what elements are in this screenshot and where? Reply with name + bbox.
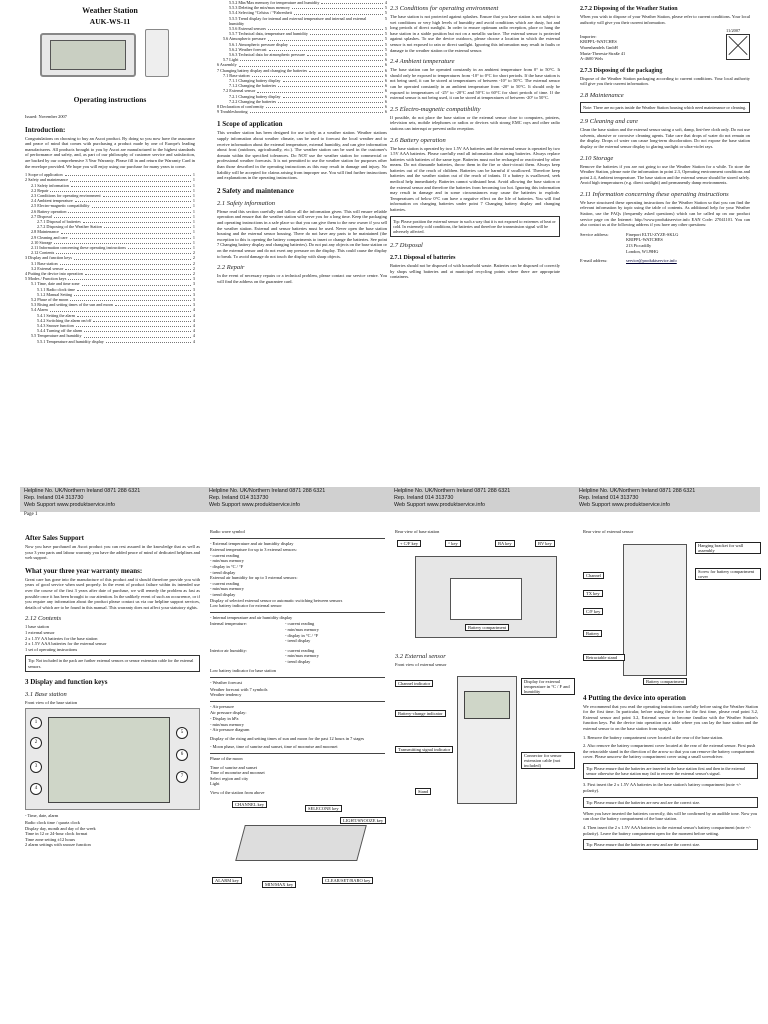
callout-3: 3 (30, 761, 42, 773)
intro-text: Congratulations on choosing to buy an Ascot product. By doing so you now have the assurance and peace of mind that comes with purchasing a product made by one of Europe's leading manufacturers. All products brought to you by Ascot are manufactured to the highest standards of performance and safety, and, as part of our philosophy of customer service and satisfaction, are backed by our comprehensive 3 Year Warranty. Please fill in and return the Warranty Card in the envelope provided. We hope you will enjoy using our purchase for many years to come. (25, 135, 195, 169)
hanging-bracket-label: Hanging bracket for wall assembly (695, 542, 761, 554)
toc-entry: 3.2 External sensor 2 (31, 265, 195, 271)
toc-entry: 5.6.2 Weather forecast 5 (229, 46, 387, 52)
channel-indicator-label: Channel indicator (395, 680, 433, 687)
list-item: Time of moonrise and moonset (210, 770, 265, 776)
s4-text: We recommend that you read the operating instructions carefully before using the Weather Station for the first time. In particular, before using the device for the first time, please read point 3.2, External sensor and point 3.2, External sensor to become familiar with the Weather Station's function keys. Put the device into operation on a table where you can lay the base station and the external sensor to on the base station from upright. (583, 703, 758, 731)
s28-note: Note: There are no parts inside the Weather Station housing which need maintenance or cleaning. (580, 102, 750, 113)
toc-entry: 5.4 Alarm 4 (31, 307, 195, 313)
column-3 (390, 528, 575, 813)
connector-label: Connector for sensor extension cable (not included) (521, 752, 575, 769)
s26-text: The base station is operated by two 1.5V AA batteries and the external sensor is operated by two 1.5V AAA batteries. Please carefully read all information about using batteries. Always replace batteries with batteries of the same type. Batteries must not be recharged or reactivated by other means. Do not dismantle batteries, throw them in the fire or short-circuit them. Always keep batteries out of the reach of children. Batteries can be harmful if swallowed. Therefore keep batteries and the weather station out of the reach of infants. If a battery is swallowed, seek medical help immediately. Batteries cannot withstand heat. Avoid allowing the base station or the external sensor and therefore the batteries from becoming too hot. Ignoring this information may result in damage and in some circumstances may cause the batteries to explode. Temperatures of below 0°C can have a negative effect on the life of batteries. You will find information on changing batteries under point 7 Changing battery display and changing batteries. (390, 145, 560, 213)
toc-entry: 5.5.6 External sensors 5 (229, 26, 387, 32)
stand-label: Stand (415, 788, 431, 795)
toc-entry: 4 Putting the device into operation 2 (25, 271, 195, 277)
toc-entry: 5.5.7 Technical data, temperature and humidity 5 (229, 31, 387, 37)
toc-entry: 2.5 Electro-magnetic compatibility 1 (31, 203, 195, 209)
base-station-diagram (25, 708, 200, 810)
list-item: - trend display (285, 658, 311, 664)
front-view-caption: Front view of the base station (25, 699, 78, 705)
list-item: 2 x 1.5V AA batteries for the base station (25, 635, 98, 641)
radio-symbol: Radio wave symbol (210, 529, 245, 534)
s4-tip-3: Tip: Please ensure that the batteries are new and are the correct size. (583, 839, 758, 850)
contents-list (25, 624, 200, 652)
list-item: External temperature for up to 3 external sensors: (210, 547, 297, 553)
list-item: - Display in hPa (210, 716, 239, 722)
toc-entry: 5.4.3 Snooze function 4 (37, 323, 195, 329)
int-temp-heading: - Internal temperature and air humidity display (210, 614, 293, 620)
base-station-image (40, 33, 136, 77)
toc-entry: 5.4.2 Switching the alarm on/off 4 (37, 317, 195, 323)
s27-heading: 2.7 Disposal (390, 242, 423, 250)
toc-entry: 5.1.1 Radio clock time 3 (37, 286, 195, 292)
toc-entry: 5.5.1 Temperature and humidity display 4 (37, 338, 195, 344)
after-sales-heading: After Sales Support (25, 534, 84, 542)
battery-label: Battery (583, 630, 602, 637)
toc-entry: 7 Changing battery display and changing the batteries 6 (217, 67, 387, 73)
toc-entry: 2.2 Repair 1 (31, 187, 195, 193)
column-2: Radio wave symbol - External temperature and air humidity display External temperature for up to 3 external sensors: - current reading - min/max memory - display in °C / °F - trend display External air humidity for up to 3 external sensors: - current reading - min/max memory - trend display Display of selected external sensor or automatic switching between sensors Low battery indicator for external sensor - Internal temperature and air humidity display Internal temperature: - current reading - min/max memory - display in °C / °F - trend display Interior air humidity: - current reading - min/max memory - trend display Low battery indicator for base station - Weather forecast Weather forecast with 7 symbols Weather tendency - Air pressure Air pressure display: - Display in hPa - min/max memory - Air pressure diagram Display of the rising and setting times of sun and moon for the past 12 hours in 7 stages - Moon phase, time of sunrise and sunset, time of moonrise and moonset Phase of the moon Time of sunrise and sunset Time of moonrise and moonset Select region and city Light View of the station from above CHANNEL key SELECONE key LIGHT/SNOOZE key ALARM key MIN/MAX key CLEAR/SET/BARO key (205, 528, 390, 894)
web-support-link[interactable]: Web Support www.produktservice.info (209, 502, 300, 508)
s32-heading: 3.2 External sensor (395, 652, 446, 660)
toc-entry: 8 Declaration of conformity 6 (217, 104, 387, 110)
toc-entry: 5.1.2 Manual Setting 3 (37, 291, 195, 297)
lcd-display (48, 717, 170, 803)
list-item: Weather forecast with 7 symbols (210, 686, 268, 692)
helpline-footer: Helpline No. UK/Northern Ireland 0871 288 6321 Rep. Ireland 014 313730 Web Support www.produktservice.info Helpline No. UK/Northern Ireland 0871 288 6321 Rep. Ireland 014 313730 Web Support www.produktservice.info Helpline No. UK/Northern Ireland 0871 288 6321 Rep. Ireland 014 313730 Web Support www.produktservice.info Helpline No. UK/Northern Ireland 0871 288 6321 Rep. Ireland 014 313730 Web Support www.produktservice.info (20, 487, 760, 512)
battery-change-label: Battery-change indicator (395, 710, 446, 717)
toc-entry: 5.6 Atmospheric pressure 5 (223, 36, 387, 42)
rear-sensor-caption: Rear view of external sensor (583, 529, 634, 534)
product-title: Weather Station (82, 6, 138, 15)
sensor-image (145, 29, 169, 77)
s26-tip: Tip: Please position the external sensor in such a way that it is not exposed to extremes of heat or cold. In extremely cold conditions, the batteries and therefore the transmission signal will be adversely affected. (390, 216, 560, 238)
s4-step-1: 1. Remove the battery compartment cover located at the rear of the base station. (583, 734, 724, 740)
retractable-stand-label: Retractable stand (583, 654, 625, 661)
callout-5: 5 (176, 727, 188, 739)
column-2 (212, 0, 392, 287)
s273-text: Dispose of the Weather Station packaging according to current conditions. Your local authority will give you their current information. (580, 75, 750, 87)
web-support-link[interactable]: Web Support www.produktservice.info (24, 502, 115, 508)
toc-entry: 2.3 Conditions for operating environment 1 (31, 192, 195, 198)
list-item: - current reading (285, 621, 315, 627)
rear-view-caption: Rear view of base station (395, 529, 440, 534)
toc-entry: 5.5 Temperature and humidity 4 (31, 333, 195, 339)
list-item: Time zone setting ±12 hours (25, 836, 76, 842)
select-key-label: SELECONE key (305, 805, 342, 812)
toc-entry: 5.5.2 Min/Max memory for temperature and humidity 4 (229, 0, 387, 5)
clear-key-label: CLEAR/SET/BARO key (322, 877, 373, 884)
list-item: - display in °C / °F (210, 563, 244, 569)
toc-entry: 2.11 Information concerning these operating instructions 1 (31, 245, 195, 250)
up-key-label: ^ key (445, 540, 461, 547)
list-item: Time in 12 or 24-hour clock format (25, 831, 88, 837)
list-item: - min/max memory (210, 721, 244, 727)
list-item: - display in °C / °F (285, 632, 319, 638)
importer-address: KRIPPL-WATCHES Warenhandels GmbH Maria-Theresia-Straße 41 A-4600 Wels (580, 39, 626, 62)
list-item: 1 set of operating instructions (25, 646, 78, 652)
screw-label: Screw for battery compartment cover (695, 568, 761, 580)
callout-2: 2 (30, 737, 42, 749)
toc-entry: 5.4.1 Setting the alarm 4 (37, 312, 195, 318)
page-number: Page 1 (24, 512, 38, 517)
toc-entry: 7.2.1 Changing battery display 6 (229, 93, 387, 99)
channel-key-label: CHANNEL key (232, 801, 267, 808)
toc-entry: 5.5.5 Trend display for internal and external temperature and internal and external humidity 5 (229, 15, 387, 26)
callout-6: 6 (176, 749, 188, 761)
cf-key-label: + C/F key (397, 540, 421, 547)
list-item: Radio clock time / quartz clock (25, 819, 80, 825)
toc-entry: 2 Safety and maintenance 1 (25, 177, 195, 183)
list-item: - min/max memory (210, 586, 244, 592)
list-item: Air pressure display: (210, 710, 247, 716)
callout-1: 1 (30, 717, 42, 729)
importer-block (580, 28, 750, 62)
list-item: - min/max memory (285, 626, 319, 632)
ext-temp-features (210, 547, 385, 609)
web-support-link[interactable]: Web Support www.produktservice.info (579, 502, 670, 508)
table-of-contents-continued (217, 0, 387, 114)
s29-text: Clean the base station and the external sensor using a soft, damp, lint-free cloth only. Do not use solvents, abrasive or corrosive cleaning agents. Take care that drops of water do not remain on the display. Drops of water can cause long-term discoloration. Do not expose the base station display or the external sensor display to glaring sunlight or ultra-violet rays. (580, 127, 750, 149)
toc-entry: 5.5.4 Selecting °Celsius / °Fahrenheit 5 (229, 10, 387, 16)
list-item: Low battery indicator for external sensor (210, 603, 282, 609)
toc-entry: 2.10 Storage 1 (31, 239, 195, 245)
toc-entry: 2.7 Disposal 1 (31, 213, 195, 219)
toc-entry: 5.7 Light 6 (223, 57, 387, 63)
email-link[interactable]: service@produktservice.info (626, 258, 677, 264)
s4-after: When you have inserted the batteries correctly, this will be confirmed by an audible tone. Now you can close the battery compartment of the base station. (583, 810, 758, 822)
list-item: - current reading (285, 647, 315, 653)
s211-heading: 2.11 Information concerning these operating instructions (580, 190, 729, 198)
list-item: Time of sunrise and sunset (210, 764, 257, 770)
s4-step-4: 4. Then insert the 2 x 1.5V AAA batteries in the external sensor's battery compartment (note +/- polarity). Leave the battery compartment open for the moment before setting. (583, 824, 751, 836)
list-item: Select region and city (210, 775, 249, 781)
toc-entry: 7.1.1 Changing battery display 6 (229, 78, 387, 84)
s210-text: Remove the batteries if you are not going to use the Weather Station for a while. To store the Weather Station, please note the information in point 2.3, Operating environment conditions and point 2.4, Ambient temperature. The base station and the external sensor should be stored safely. Avoid high temperatures (e.g. direct sunlight) and permanently damp environments. (580, 163, 750, 186)
s271-heading: 2.7.1 Disposal of batteries (390, 255, 456, 262)
toc-entry: 2.9 Cleaning and care 1 (31, 234, 195, 240)
web-support-link[interactable]: Web Support www.produktservice.info (394, 502, 485, 508)
alarm-key-label: ALARM key (212, 877, 242, 884)
list-item: Light (210, 781, 220, 787)
toc-entry: 5.3 Rising and setting times of the sun and moon 3 (31, 302, 195, 308)
list-item: Display day, month and day of the week (25, 825, 96, 831)
light-key-label: LIGHT/SNOOZE key (340, 817, 386, 824)
toc-entry: 5 Modes / Function keys 3 (25, 276, 195, 282)
toc-entry: 5.4.4 Turning off the alarm 4 (37, 328, 195, 334)
toc-entry: 7.2.2 Changing the batteries 6 (229, 98, 387, 104)
s4-tip-1: Tip: Please ensure that the batteries are inserted in the base station first and then in the external sensor otherwise the base station may fail to recover the external sensor's signal. (583, 763, 758, 779)
time-date-alarm: - Time, date, alarm (25, 813, 59, 819)
bv-key-label: BV key (535, 540, 555, 547)
list-item: 1 base station (25, 624, 49, 630)
intro-heading: Introduction: (25, 125, 66, 134)
battery-compartment-label: Battery compartment (465, 624, 509, 631)
column-4 (578, 528, 763, 853)
s1-heading: 1 Scope of application (217, 120, 283, 129)
toc-entry: 9 Troubleshooting 6 (217, 109, 387, 115)
s28-heading: 2.8 Maintenance (580, 91, 624, 99)
toc-entry: 5.6.1 Atmospheric pressure display 5 (229, 41, 387, 47)
toc-entry: 2.4 Ambient temperature 1 (31, 198, 195, 204)
toc-entry: 5.2 Phase of the moon 3 (31, 297, 195, 303)
list-item: - trend display (210, 591, 236, 597)
page-2 (0, 528, 768, 1024)
list-item: 2 x 1.5V AAA batteries for the external sensor (25, 641, 107, 647)
s24-heading: 2.4 Ambient temperature (390, 58, 455, 66)
s23-heading: 2.3 Conditions for operating environment (390, 5, 499, 12)
toc-entry: 6 Assembly 6 (217, 62, 387, 68)
after-sales-text: Now you have purchased an Ascot product you can rest assured in the knowledge that as well as your 3 year parts and labour warranty you have the added peace of mind of dedicated helplines and web support. (25, 544, 200, 561)
s211-text: We have structured these operating instructions for the Weather Station so that you can find the relevant information by topic using the table of contents. As additional help for your Weather Station, use the FAQs (frequently asked questions) which can be called up on our product service page on the Internet: http://www.produktservice.info EAN Code: 27041101. You can also contact us at the following address if you have any other questions: (580, 199, 750, 228)
s2-heading: 2 Safety and maintenance (217, 186, 294, 195)
transmitting-label: Transmitting signal indicator (395, 746, 453, 753)
sensor-rear-diagram (583, 538, 758, 688)
ext-temp-heading: - External temperature and air humidity display (210, 540, 294, 546)
list-item: - current reading (210, 552, 240, 558)
list-item: - trend display (210, 569, 236, 575)
s26-heading: 2.6 Battery operation (390, 136, 446, 144)
list-item: Display of selected external sensor or automatic switching between sensors (210, 597, 343, 603)
toc-entry: 2.1 Safety information 1 (31, 182, 195, 188)
toc-entry: 7.1 Base station 6 (223, 72, 387, 78)
s31-heading: 3.1 Base station (25, 690, 67, 698)
s4-step-3: 3. First insert the 2 x 1.5V AA batteries in the base station's battery compartment (note +/- polarity). (583, 782, 742, 793)
callout-7: 7 (176, 771, 188, 783)
contents-heading: 2.12 Contents (25, 615, 62, 623)
front-sensor-caption: Front view of external sensor (395, 661, 447, 667)
sensor-front-diagram (395, 670, 570, 810)
s25-text: If possible, do not place the base station or the external sensor close to computers, printers, television sets, mobile telephones or radios or devices with strong EMC rays and other radio stations can interrupt or prevent radio reception. (390, 114, 560, 131)
toc-entry: 3 Display and function keys 2 (25, 255, 195, 261)
s23-text: The base station is not protected against splashes. Ensure that you have station is not subject to wet conditions or very high levels of humidity and avoid conditions which are dusty, hot and long periods of direct sunlight. In order to ensure optimum radio reception, place or hang the base station in a stable position but not on a metallic surface. The external sensor is protected against splashes. To use the device outdoors, please choose a location in which the external sensor is not exposed to rain or direct sunlight. Ignoring this information may result in faults or damage to the weather station or the external sensor. (390, 14, 560, 53)
tx-key-label: TX key (583, 590, 603, 597)
toc-entry: 2.6 Battery operation 1 (31, 208, 195, 214)
top-view-diagram (210, 799, 385, 891)
battery-compartment-sensor-label: Battery compartment (643, 678, 687, 685)
list-item: External air humidity for up to 3 external sensors: (210, 575, 298, 581)
rear-view-diagram (395, 538, 570, 648)
minmax-key-label: MIN/MAX key (262, 881, 296, 888)
list-item: 2 alarm settings with snooze function (25, 842, 91, 848)
toc-entry: 2.7.2 Disposing of the Weather Station 1 (37, 224, 195, 230)
date-code: 11/2007 (726, 28, 741, 34)
toc-entry: 5.1 Time, date and time zone 3 (31, 281, 195, 287)
toc-entry: 2.8 Maintenance 1 (31, 229, 195, 235)
s21-heading: 2.1 Safety information (217, 199, 275, 207)
s1-text: This weather station has been designed for use solely as a weather station. Weather stations supply information about weather climate, can be used to forecast the local weather and to receive information about the external temperature, external humidity, and can give information about frost (outdoors, agriculturally, etc.). The weather station can be used in the customer's domain within the specified tolerances. Do NOT use the weather station for commercial or professional weather forecasts. It is not permitted to use the weather station for purposes other than those described in the operating instructions as this may result in damage and injury. No liability will be accepted for claims arising from improper use. You will find further instructions and explanations in the operating instructions. (217, 130, 387, 181)
table-of-contents (25, 172, 195, 344)
s271-text: Batteries should not be disposed of with household waste. Batteries can be disposed of correctly by shops selling batteries and at municipal recycling points where there are appropriate containers. (390, 263, 560, 280)
list-item: - min/max memory (285, 653, 319, 659)
toc-entry: 1 Scope of application 1 (25, 172, 195, 178)
toc-entry: 5.5.3 Deleting the min/max memory 5 (229, 5, 387, 11)
importer-label: Importer: (580, 33, 597, 39)
toc-entry: 7.1.2 Changing the batteries 6 (229, 83, 387, 89)
s21-text: Please read this section carefully and follow all the information given. This will ensure reliable operation and ensure that the weather station will serve you for a long time. Keep the packaging and operating instructions in a safe place so that you can give them to the new owner if you sell the weather station. External and sensor batteries must be used. Never open the base station housing and the external sensor housing. There do not have any parts to be maintained (the exception to this is opening the battery compartments to insert or change the batteries. See point 7 Changing battery display and changing batteries). Do not put any objects on the base station or on the external sensor and do not exert any pressure on the display. This could cause the display to break. To avoid damage do not touch the display with sharp objects. (217, 208, 387, 259)
column-4 (575, 0, 755, 267)
cf-sensor-key-label: C/F key (583, 608, 603, 615)
s22-text: In the event of necessary repairs or a technical problem, please contact our service centre. You will find the address on the guarantee card. (217, 273, 387, 284)
s272-text: When you wish to dispose of your Weather Station, please refer to current conditions. Your local authority will give you their current information. (580, 14, 750, 25)
column-3 (385, 0, 565, 283)
warranty-text: Great care has gone into the manufacture of this product and it should therefore provide you with years of good service when used properly. In the event of product failure within its intended use over the course of the first 3 years after date of purchase, we will remedy the problem as fast as possible once it has been brought to our attention. In the unlikely event of such an occurrence, or if you require any information about the product please contact us via our helpline support services, details of which are to be found in this manual. This warranty does not affect your statutory rights. (25, 576, 200, 610)
crossed-bin-icon (726, 34, 750, 60)
sensor-display-label: Display for external temperature in °C / F and humidity (521, 678, 575, 695)
toc-entry: 3.1 Base station 2 (31, 260, 195, 266)
list-item: - trend display (285, 638, 311, 644)
column-1 (20, 0, 200, 344)
s22-heading: 2.2 Repair (217, 264, 245, 272)
s29-heading: 2.9 Cleaning and care (580, 118, 638, 126)
toc-entry: 2.7.1 Disposal of batteries 1 (37, 218, 195, 224)
operating-instructions-title: Operating instructions (73, 95, 147, 104)
list-item: Weather tendency (210, 692, 242, 698)
list-item: 1 external sensor (25, 629, 55, 635)
email-row: E-mail address: service@produktservice.info (580, 258, 677, 264)
s24-text: The base station can be operated constantly in an ambient temperature from 0° to 50°C. It should only be exposed to temperatures from -10° to 0°C for short periods. If the base station is not being used, it can be stored at temperatures of between -10° to 50°C. The external sensor can be operated constantly in an ambient temperature from -20° to 50°C. It should only be exposed to temperatures of -25° to -20°C and 50°C to 60°C for short periods of time. If the external sensor is not being used, it can be stored at temperatures of between -20° to 50°C. (390, 67, 560, 101)
s4-heading: 4 Putting the device into operation (583, 693, 686, 702)
warranty-heading: What your three year warranty means: (25, 566, 143, 575)
list-item: - Air pressure diagram (210, 727, 250, 733)
s210-heading: 2.10 Storage (580, 154, 614, 162)
column-1 (20, 528, 205, 851)
product-model: AUK-WS-11 (89, 17, 131, 26)
time-features (25, 820, 200, 848)
s272-heading: 2.7.2 Disposing of the Weather Station (580, 6, 678, 12)
list-item: - min/max memory (210, 558, 244, 564)
above-view-caption: View of the station from above (210, 789, 265, 795)
issued-date: Issued: November 2007 (25, 114, 67, 119)
toc-entry: 2.12 Contents 2 (31, 250, 195, 256)
contents-tip: Tip: Not included in the pack are further external sensors or sensor extension cable for the external sensors. (25, 655, 200, 671)
s3-heading: 3 Display and function keys (25, 677, 108, 686)
list-item: - current reading (210, 580, 240, 586)
service-address: Service address: Fineport ELTU-ZYZE-SKLG KRIPPL-WATCHES 213 Piccadilly London, W1J9HG (580, 231, 679, 254)
s4-step-2: 2. Also remove the battery compartment cover located at the rear of the external sensor. First push the retractable stand in the direction of the arrow so that you can remove the battery compartment cover. Please unscrew the battery compartment cover using a small screwdriver. (583, 743, 756, 760)
product-photo (40, 29, 180, 77)
toc-entry: 5.6.3 Technical data for atmospheric pressure 5 (229, 52, 387, 58)
s25-heading: 2.5 Electro-magnetic compatibility (390, 105, 481, 113)
s4-tip-2: Tip: Please ensure that the batteries are new and are the correct size. (583, 797, 758, 808)
callout-4: 4 (30, 783, 42, 795)
toc-entry: 7.2 External sensor 6 (223, 88, 387, 94)
s273-heading: 2.7.3 Disposing of the packaging (580, 67, 663, 74)
channel-label: Channel (583, 572, 604, 579)
ba-key-label: BA key (495, 540, 515, 547)
